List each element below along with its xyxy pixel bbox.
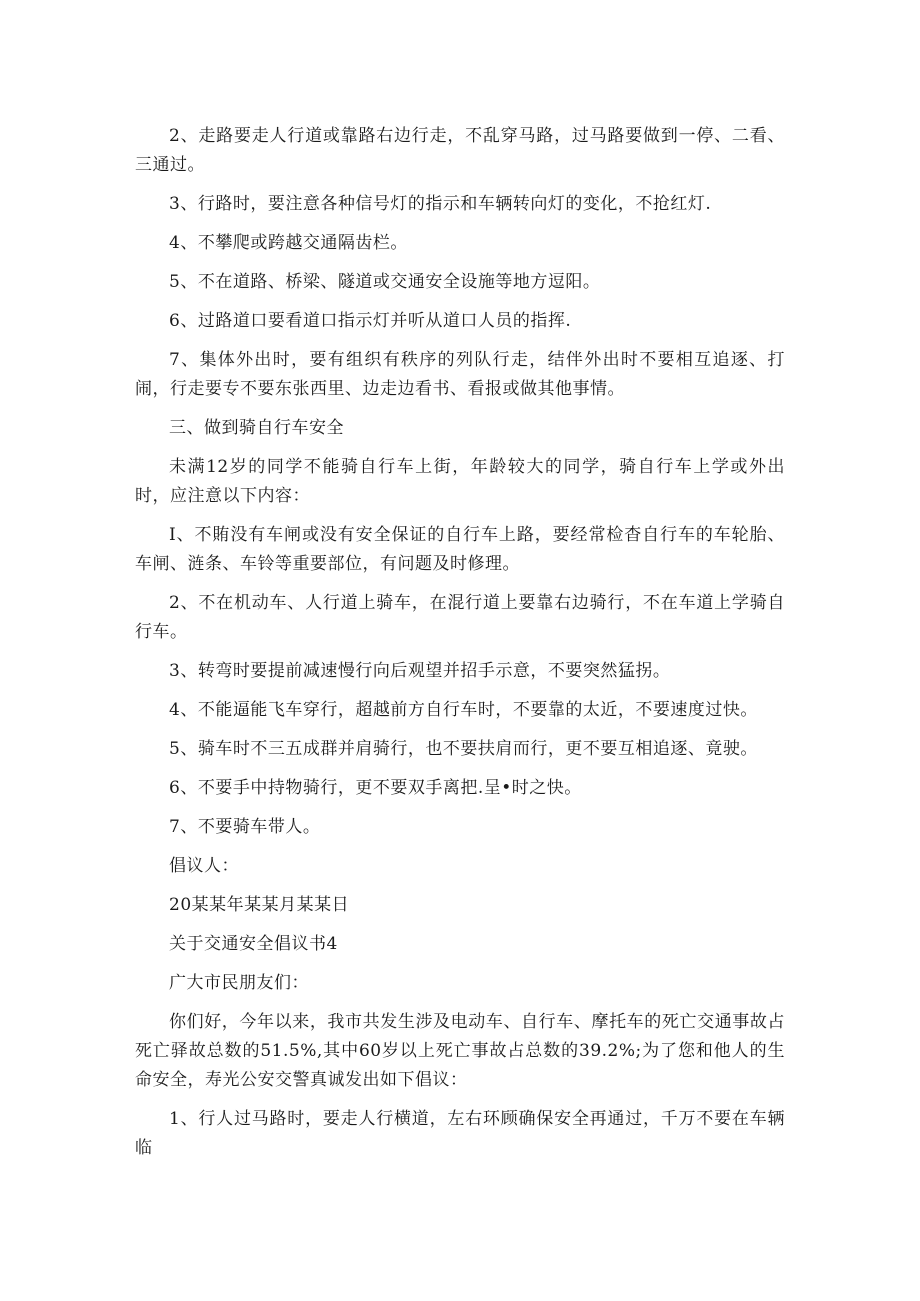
paragraph: 5、骑车时不三五成群并肩骑行，也不要扶肩而行，更不要互相追逐、竟驶。 xyxy=(169,739,758,759)
section-heading: 三、做到骑自行车安全 xyxy=(169,418,344,438)
paragraph: 4、不攀爬或跨越交通隔齿栏。 xyxy=(169,233,408,253)
paragraph: 2、不在机动车、人行道上骑车，在混行道上要靠右边骑行，不在车道上学骑自行车。 xyxy=(135,593,785,642)
paragraph: 6、过路道口要看道口指示灯并听从道口人员的指挥. xyxy=(169,311,572,331)
paragraph: 2、走路要走人行道或靠路右边行走，不乱穿马路，过马路要做到一停、二看、三通过。 xyxy=(135,126,785,175)
salutation: 广大市民朋友们： xyxy=(169,973,309,993)
paragraph: 3、行路时，要注意各种信号灯的指示和车辆转向灯的变化，不抢红灯. xyxy=(169,194,712,214)
paragraph: 6、不要手中持物骑行，更不要双手离把.呈•时之快。 xyxy=(169,778,582,798)
paragraph: 3、转弯时要提前减速慢行向后观望并招手示意，不要突然猛拐。 xyxy=(169,661,671,681)
paragraph: 5、不在道路、桥梁、隧道或交通安全设施等地方逗阳。 xyxy=(169,272,601,292)
paragraph: 7、不要骑车带人。 xyxy=(169,817,321,837)
paragraph: 未满12岁的同学不能骑自行车上街，年龄较大的同学，骑自行车上学或外出时，应注意以下内容： xyxy=(135,457,785,506)
paragraph: 4、不能逼能飞车穿行，超越前方自行车时，不要靠的太近，不要速度过快。 xyxy=(169,700,758,720)
paragraph: 7、集体外出时，要有组织有秩序的列队行走，结伴外出时不要相互追逐、打闹，行走要专不要东张西里、边走边看书、看报或做其他事情。 xyxy=(135,350,785,399)
paragraph: 1、行人过马路时，要走人行横道，左右环顾确保安全再通过，千万不要在车辆临 xyxy=(135,1109,785,1158)
document-title: 关于交通安全倡议书4 xyxy=(169,934,338,954)
signature-label: 倡议人： xyxy=(169,856,239,876)
date-line: 20某某年某某月某某日 xyxy=(169,895,350,915)
document-body xyxy=(135,122,785,1173)
paragraph: I、不賄没有车闸或没有安全保证的自行车上路，要经常检杳自行车的车轮胎、车闸、涟条、车铃等重要部位，有问题及时修理。 xyxy=(135,525,785,574)
paragraph: 你们好，今年以来，我市共发生涉及电动车、自行车、摩托车的死亡交通事故占死亡驿故总数的51.5%,其中60岁以上死亡事故占总数的39.2%;为了您和他人的生命安全，寿光公安交警真诚发出如下倡议： xyxy=(135,1012,785,1090)
